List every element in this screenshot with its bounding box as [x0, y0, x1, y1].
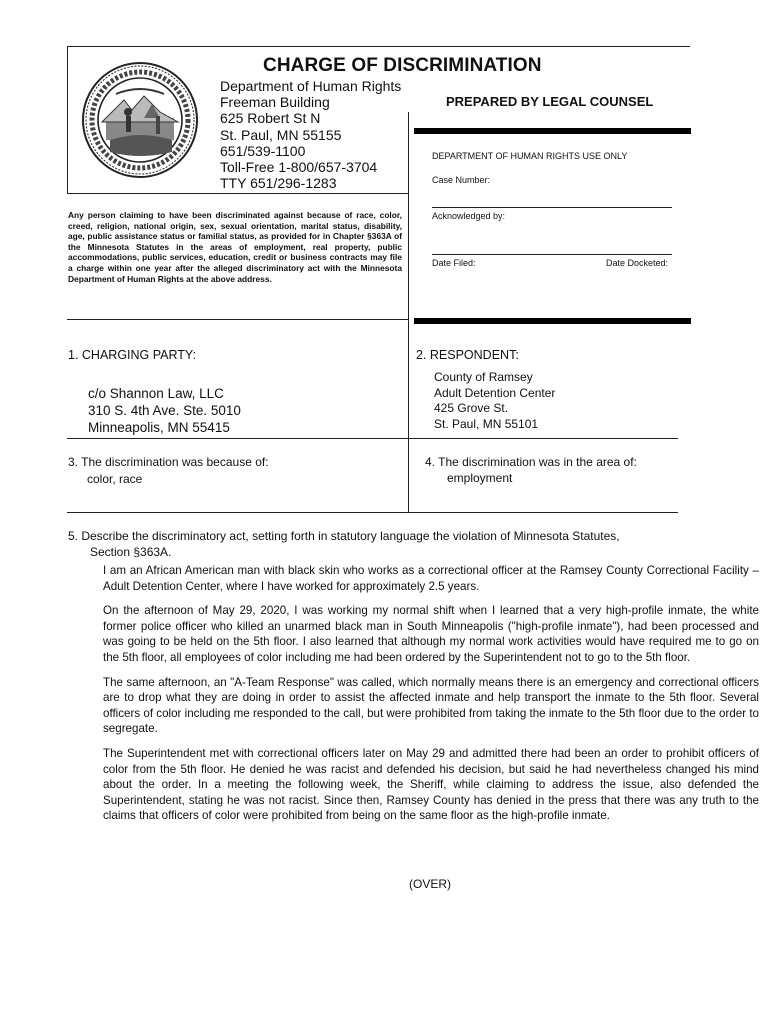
- basis-divider: [67, 512, 678, 513]
- respondent-line2: Adult Detention Center: [434, 385, 556, 400]
- top-border: [67, 46, 690, 47]
- statement-paragraph-1: I am an African American man with black skin who works as a correctional officer at the Ramsey County Correctional Facility – Adult Detention Center, where I have worked for approximately 2.5 years.: [103, 564, 759, 593]
- respondent-heading: 2. RESPONDENT:: [416, 348, 519, 362]
- header-divider: [67, 193, 408, 194]
- describe-heading: 5. Describe the discriminatory act, setting forth in statutory language the violation of Minnesota Statutes,: [68, 529, 620, 543]
- charging-party-line1: c/o Shannon Law, LLC: [88, 386, 224, 401]
- statement-paragraph-2: On the afternoon of May 29, 2020, I was working my normal shift when I learned that a very high-profile inmate, the white former police officer who killed an unarmed black man in South Minneapolis ("high-profile inmate"), had been processed and was going to be held on the 5th floor. I also learned that although my normal work activities would have required me to go on the 5th floor, all employees of color including me had been ordered by the Superintendent not to go to the 5th floor.: [103, 604, 759, 664]
- case-number-label: Case Number:: [432, 175, 491, 185]
- agency-building: Freeman Building: [220, 94, 330, 111]
- respondent-line4: St. Paul, MN 55101: [434, 416, 539, 431]
- notice-divider: [67, 319, 408, 320]
- charging-party-line2: 310 S. 4th Ave. Ste. 5010: [88, 403, 241, 418]
- charging-party-address: [88, 385, 241, 436]
- area-of-heading: 4. The discrimination was in the area of:: [425, 455, 637, 469]
- acknowledged-by-line: [432, 254, 672, 255]
- office-use-bottom-bar: [414, 318, 691, 324]
- center-divider: [408, 112, 409, 512]
- because-of-value: color, race: [87, 472, 143, 486]
- office-use-heading: DEPARTMENT OF HUMAN RIGHTS USE ONLY: [432, 151, 628, 161]
- filing-notice: Any person claiming to have been discriminated against because of race, color, creed, religion, national origin, sex, sexual orientation, marital status, disability, age, public assistance status or familial status, as provided for in Chapter §363A of the Minnesota Statutes in the areas of employment, real property, public accommodations, public services, education, credit or business contracts may file a charge within one year after the alleged discriminatory act with the Minnesota Department of Human Rights at the above address.: [68, 210, 402, 284]
- agency-street: 625 Robert St N: [220, 110, 321, 127]
- date-docketed-label: Date Docketed:: [606, 258, 669, 268]
- agency-address-block: [220, 78, 401, 191]
- charging-party-line3: Minneapolis, MN 55415: [88, 420, 230, 435]
- left-border: [67, 46, 68, 194]
- office-use-top-bar: [414, 128, 691, 134]
- state-seal-image: [80, 60, 200, 180]
- describe-heading-section: Section §363A.: [90, 545, 172, 559]
- charging-party-heading: 1. CHARGING PARTY:: [68, 348, 197, 362]
- statement-paragraph-4: The Superintendent met with correctional officers later on May 29 and admitted there had been an order to prohibit officers of color from the 5th floor. He denied he was racist and defended his decision, but said he had nevertheless changed his mind about the order. In a meeting the following week, the Sheriff, while claiming to address the issue, also defended the Superintendent, stating he was not racist. Since then, Ramsey County has denied in the press that there was any truth to the claims that officers of color were prohibited from being on the same floor as the high-profile inmate.: [103, 746, 759, 823]
- agency-phone: 651/539-1100: [220, 142, 306, 159]
- statement-body: [103, 563, 759, 833]
- form-title: CHARGE OF DISCRIMINATION: [263, 55, 542, 76]
- case-number-line: [432, 207, 672, 208]
- agency-city: St. Paul, MN 55155: [220, 126, 342, 143]
- area-of-value: employment: [447, 471, 513, 485]
- date-filed-label: Date Filed:: [432, 258, 476, 268]
- parties-divider: [67, 438, 678, 439]
- respondent-line3: 425 Grove St.: [434, 401, 509, 415]
- respondent-line1: County of Ramsey: [434, 370, 533, 384]
- acknowledged-by-label: Acknowledged by:: [432, 211, 506, 221]
- respondent-address: [434, 370, 555, 432]
- agency-tty: TTY 651/296-1283: [220, 175, 337, 192]
- agency-name: Department of Human Rights: [220, 78, 402, 94]
- agency-tollfree: Toll-Free 1-800/657-3704: [220, 159, 378, 176]
- prepared-by-label: PREPARED BY LEGAL COUNSEL: [446, 94, 654, 109]
- statement-paragraph-3: The same afternoon, an "A-Team Response" was called, which normally means there is an emergency and correctional officers are to drop what they are doing in order to assist the affected inmate and help transport the inmate to the 5th floor. Several officers of color including me responded to the call, but were prohibited from taking the inmate to the 5th floor due to the order to segregate.: [103, 675, 759, 736]
- because-of-heading: 3. The discrimination was because of:: [68, 455, 269, 469]
- over-label: (OVER): [409, 877, 451, 891]
